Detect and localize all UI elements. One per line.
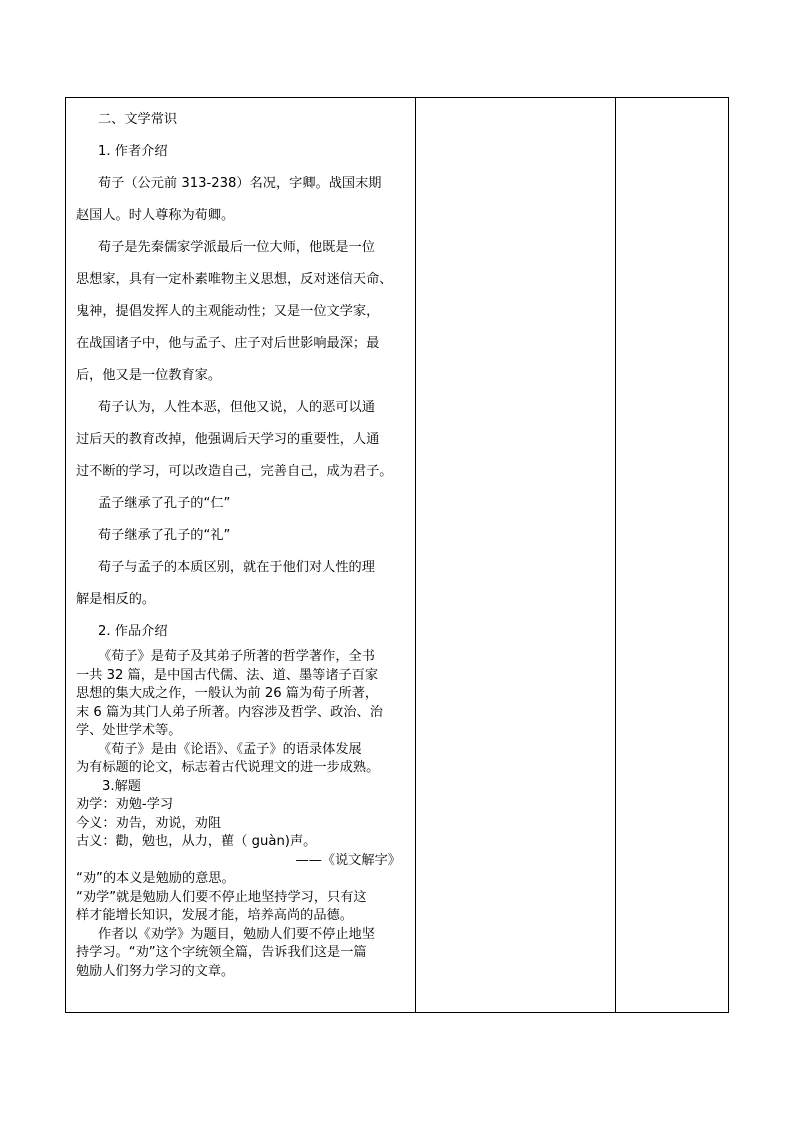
- title-explain-line: 今义：劝告，劝说，劝阻: [76, 815, 222, 831]
- author-para-line: 荀子是先秦儒家学派最后一位大师，他既是一位: [98, 240, 375, 255]
- title-explain-heading: 3.解题: [102, 778, 141, 794]
- author-intro-line: 荀子（公元前 313-238）名况，字卿。战国末期: [98, 176, 382, 191]
- works-para-line: 学、处世学术等。: [76, 723, 182, 738]
- author-para-line: 鬼神，提倡发挥人的主观能动性；又是一位文学家，: [76, 304, 380, 319]
- difference-para-line: 荀子与孟子的本质区别，就在于他们对人性的理: [98, 560, 375, 575]
- quanxue-para-line: “劝学”就是勉励人们要不停止地坚持学习，只有这: [76, 889, 367, 905]
- citation-source: ——《说文解字》: [295, 852, 401, 868]
- works-intro-title: 2. 作品介绍: [98, 624, 168, 639]
- xunzi-line: 荀子继承了孔子的“礼”: [98, 528, 231, 543]
- works-para-line: 《荀子》是荀子及其弟子所著的哲学著作，全书: [98, 649, 375, 664]
- section-heading: 二、文学常识: [98, 112, 178, 127]
- nature-para-line: 过不断的学习，可以改造自己，完善自己，成为君子。: [76, 464, 393, 479]
- works-para-line: 《荀子》是由《论语》、《孟子》的语录体发展: [98, 741, 362, 757]
- author-title-para-line: 勉励人们努力学习的文章。: [76, 963, 235, 979]
- works-para-line: 思想的集大成之作，一般认为前 26 篇为荀子所著，: [76, 686, 379, 701]
- title-explain-line: 古义：勸，勉也，从力，雚（ guàn)声。: [76, 834, 317, 849]
- nature-para-line: 荀子认为，人性本恶，但他又说，人的恶可以通: [98, 400, 375, 415]
- works-para-line: 为有标题的论文，标志着古代说理文的进一步成熟。: [76, 760, 380, 775]
- author-para-line: 后，他又是一位教育家。: [76, 368, 222, 383]
- blank-column-right: [616, 98, 729, 1013]
- quanxue-para-line: 样才能增长知识，发展才能，培养高尚的品德。: [76, 908, 353, 923]
- works-para-line: 一共 32 篇，是中国古代儒、法、道、墨等诸子百家: [76, 667, 379, 683]
- author-title-para-line: 持学习。“劝”这个字统领全篇，告诉我们这是一篇: [76, 945, 367, 960]
- author-title-para-line: 作者以《劝学》为题目，勉励人们要不停止地坚: [98, 926, 375, 942]
- content-column: [66, 98, 416, 1013]
- works-para-line: 末 6 篇为其门人弟子所著。内容涉及哲学、政治、治: [76, 704, 383, 720]
- nature-para-line: 过后天的教育改掉，他强调后天学习的重要性，人通: [76, 432, 380, 447]
- meaning-line: “劝”的本义是勉励的意思。: [76, 871, 235, 886]
- difference-para-line: 解是相反的。: [76, 592, 156, 607]
- title-explain-line: 劝学：劝勉-学习: [76, 797, 174, 812]
- lesson-table: [65, 97, 729, 1013]
- author-para-line: 思想家，具有一定朴素唯物主义思想，反对迷信天命、: [76, 272, 393, 287]
- mencius-line: 孟子继承了孔子的“仁”: [98, 496, 231, 511]
- author-intro-line: 赵国人。时人尊称为荀卿。: [76, 208, 235, 223]
- author-intro-title: 1. 作者介绍: [98, 144, 168, 159]
- blank-column-middle: [416, 98, 616, 1013]
- author-para-line: 在战国诸子中，他与孟子、庄子对后世影响最深；最: [76, 336, 380, 351]
